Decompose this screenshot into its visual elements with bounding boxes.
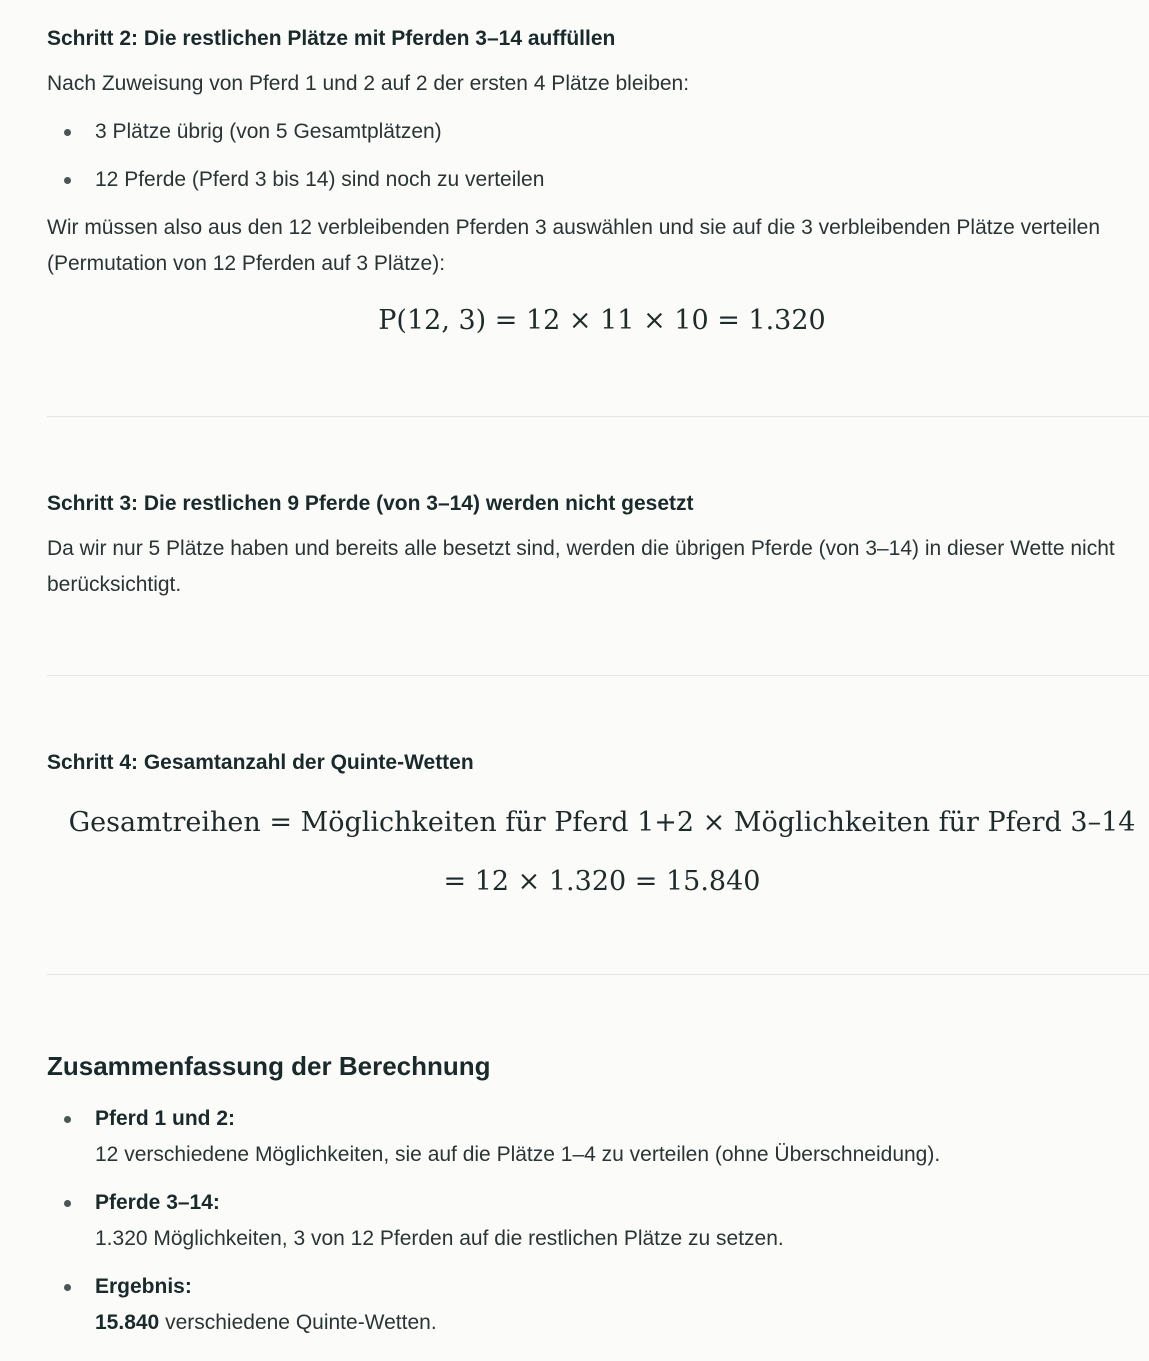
summary-item-title (95, 1269, 192, 1305)
step3-heading: Schritt 3: Die restlichen 9 Pferde (von 3–14) werden nicht gesetzt (47, 492, 694, 515)
summary-item-text: 12 verschiedene Möglichkeiten, sie auf die Plätze 1–4 zu verteilen (ohne Überschneidung). (95, 1143, 941, 1166)
summary-item-text (95, 1305, 437, 1341)
step4-formula-line1: Gesamtreihen = Möglichkeiten für Pferd 1+2 × Möglichkeiten für Pferd 3–14 (68, 807, 1136, 838)
list-item: 3 Plätze übrig (von 5 Gesamtplätzen) (95, 114, 442, 150)
step2-formula: P(12, 3) = 12 × 11 × 10 = 1.320 (378, 305, 826, 336)
summary-heading: Zusammenfassung der Berechnung (47, 1051, 491, 1081)
divider (47, 675, 1149, 676)
summary-item-label: Pferd 1 und 2: (95, 1107, 236, 1130)
step2-intro: Nach Zuweisung von Pferd 1 und 2 auf 2 der ersten 4 Plätze bleiben: (47, 72, 690, 95)
step4-formula-line2: = 12 × 1.320 = 15.840 (443, 866, 761, 897)
divider (47, 416, 1149, 417)
step2-heading: Schritt 2: Die restlichen Plätze mit Pferden 3–14 auffüllen (47, 27, 616, 50)
step3-paragraph: Da wir nur 5 Plätze haben und bereits alle besetzt sind, werden die übrigen Pferde (von 3–14) in dieser Wette nicht berücksichtigt. (47, 537, 1115, 596)
step2-paragraph: Wir müssen also aus den 12 verbleibenden Pferden 3 auswählen und sie auf die 3 verbleibenden Plätze verteilen (Permutation von 12 Pferden auf 3 Plätze): (47, 216, 1101, 275)
summary-item-label: Pferde 3–14: (95, 1191, 220, 1214)
list-item: 12 Pferde (Pferd 3 bis 14) sind noch zu verteilen (95, 162, 544, 198)
divider (47, 974, 1149, 975)
result-text: verschiedene Quinte-Wetten. (159, 1311, 437, 1334)
summary-item-label: Ergebnis: (95, 1275, 192, 1298)
step4-heading: Schritt 4: Gesamtanzahl der Quinte-Wetten (47, 751, 474, 774)
summary-item-text: 1.320 Möglichkeiten, 3 von 12 Pferden auf die restlichen Plätze zu setzen. (95, 1227, 784, 1250)
summary-item-title (95, 1101, 235, 1137)
summary-item-title (95, 1185, 220, 1221)
result-value: 15.840 (95, 1311, 160, 1334)
